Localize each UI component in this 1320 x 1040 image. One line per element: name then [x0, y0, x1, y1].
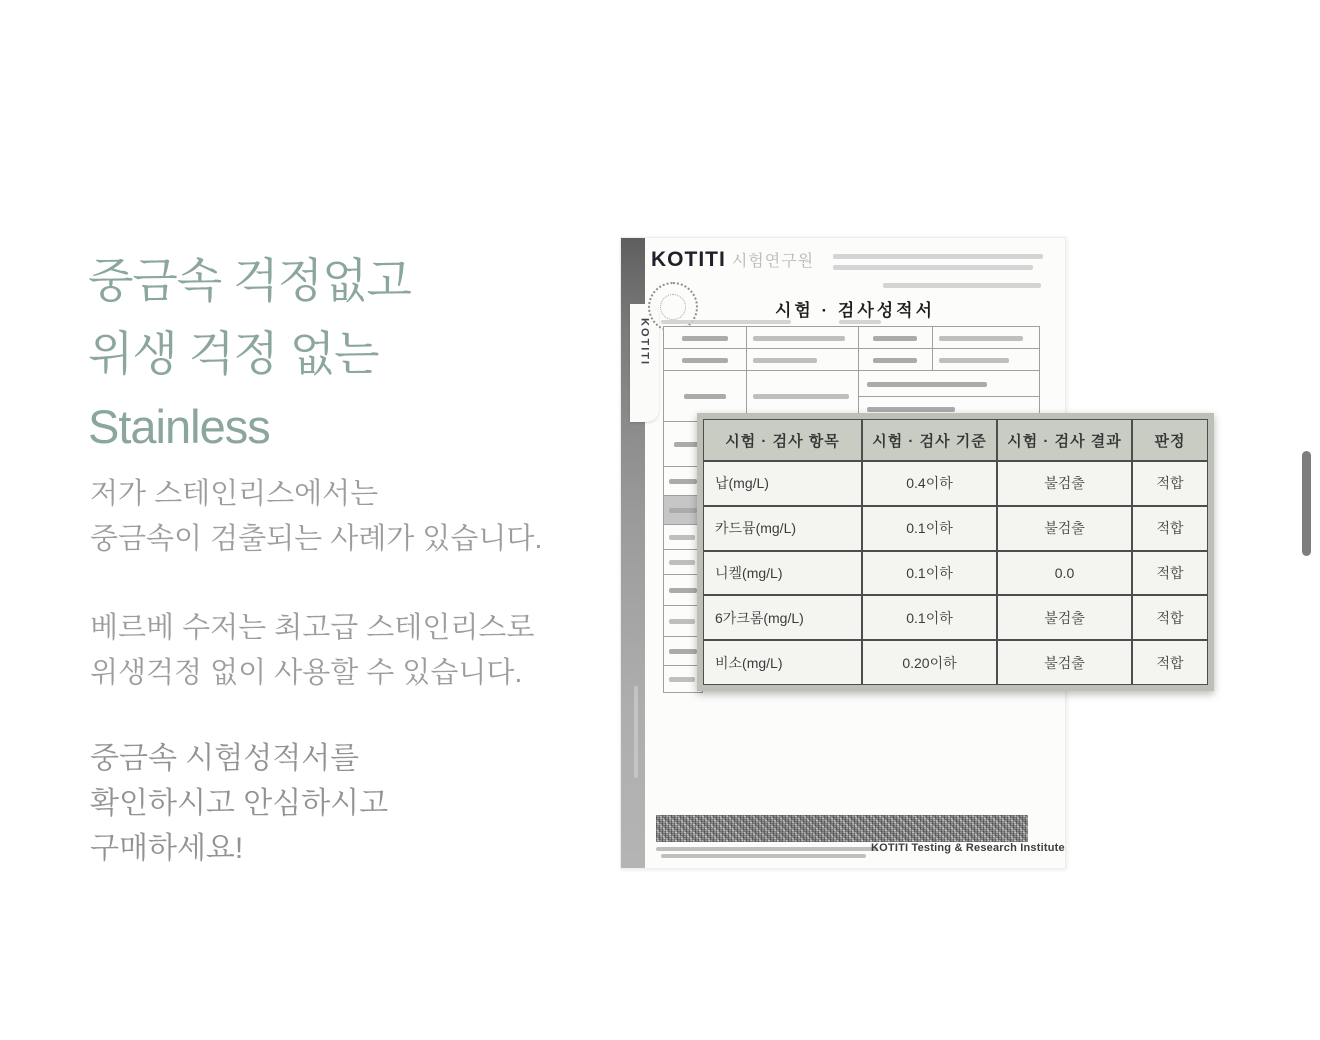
paragraph-line: 구매하세요! — [90, 832, 244, 865]
certificate-title: 시험 · 검사성적서 — [774, 301, 936, 320]
blurred-text-line — [839, 320, 881, 324]
col-header-standard: 시험 · 검사 기준 — [863, 420, 996, 460]
blurred-text-line — [833, 254, 1043, 259]
strip-caption-blur — [634, 686, 638, 778]
blurred-text-line — [883, 283, 1041, 288]
kotiti-logo-suffix: 시험연구원 — [731, 253, 815, 270]
table-cell-judgement: 적합 — [1133, 596, 1207, 639]
heading-line: 중금속 걱정없고 — [88, 254, 411, 307]
institute-name: KOTITI Testing & Research Institute — [871, 842, 1065, 854]
blurred-text-line — [656, 847, 878, 851]
kotiti-vertical-label: KOTITI — [638, 318, 651, 367]
intro-heading — [88, 244, 411, 463]
blurred-text-line — [833, 265, 1033, 270]
paragraph-line: 위생걱정 없이 사용할 수 있습니다. — [90, 657, 523, 689]
blurred-text-line — [661, 854, 866, 858]
table-cell-standard: 0.1이하 — [863, 507, 996, 550]
meta-cell — [746, 348, 859, 371]
table-cell-item: 카드뮴(mg/L) — [704, 507, 861, 550]
table-cell-judgement: 적합 — [1133, 552, 1207, 595]
meta-cell — [746, 326, 859, 349]
kotiti-logo-text: KOTITI — [651, 248, 726, 271]
table-cell-result: 불검출 — [998, 507, 1131, 550]
meta-cell — [663, 326, 747, 349]
paragraph-line: 저가 스테인리스에서는 — [90, 478, 379, 510]
col-header-item: 시험 · 검사 항목 — [704, 420, 861, 460]
table-cell-result: 불검출 — [998, 641, 1131, 684]
scrollbar-thumb[interactable] — [1302, 451, 1311, 556]
col-header-judgement: 판정 — [1133, 420, 1207, 460]
certificate-logo — [651, 248, 814, 272]
meta-cell — [858, 370, 1040, 397]
meta-cell — [932, 326, 1040, 349]
table-cell-item: 비소(mg/L) — [704, 641, 861, 684]
col-header-result: 시험 · 검사 결과 — [998, 420, 1131, 460]
meta-cell — [858, 326, 933, 349]
table-cell-result: 불검출 — [998, 596, 1131, 639]
meta-cell — [932, 348, 1040, 371]
table-cell-judgement: 적합 — [1133, 462, 1207, 505]
paragraph-line: 중금속이 검출되는 사례가 있습니다. — [90, 523, 543, 555]
table-cell-standard: 0.20이하 — [863, 641, 996, 684]
paragraph-line: 확인하시고 안심하시고 — [90, 787, 389, 820]
table-cell-item: 6가크롬(mg/L) — [704, 596, 861, 639]
redacted-noise-band — [656, 815, 1028, 842]
table-cell-standard: 0.1이하 — [863, 596, 996, 639]
table-cell-item: 납(mg/L) — [704, 462, 861, 505]
result-table — [703, 419, 1208, 685]
paragraph-line: 중금속 시험성적서를 — [90, 742, 360, 775]
intro-paragraph-3 — [90, 736, 388, 871]
result-table-zoom-overlay — [697, 413, 1214, 691]
meta-cell — [663, 348, 747, 371]
meta-cell — [858, 348, 933, 371]
table-cell-item: 니켈(mg/L) — [704, 552, 861, 595]
table-cell-standard: 0.4이하 — [863, 462, 996, 505]
heading-line: Stainless — [88, 400, 270, 453]
table-cell-result: 불검출 — [998, 462, 1131, 505]
table-cell-judgement: 적합 — [1133, 641, 1207, 684]
paragraph-line: 베르베 수저는 최고급 스테인리스로 — [90, 612, 535, 644]
intro-paragraph-2 — [90, 606, 534, 696]
table-cell-judgement: 적합 — [1133, 507, 1207, 550]
heading-line: 위생 걱정 없는 — [88, 327, 379, 380]
intro-paragraph-1 — [90, 472, 542, 562]
blurred-text-line — [661, 320, 791, 324]
table-cell-standard: 0.1이하 — [863, 552, 996, 595]
table-cell-result: 0.0 — [998, 552, 1131, 595]
